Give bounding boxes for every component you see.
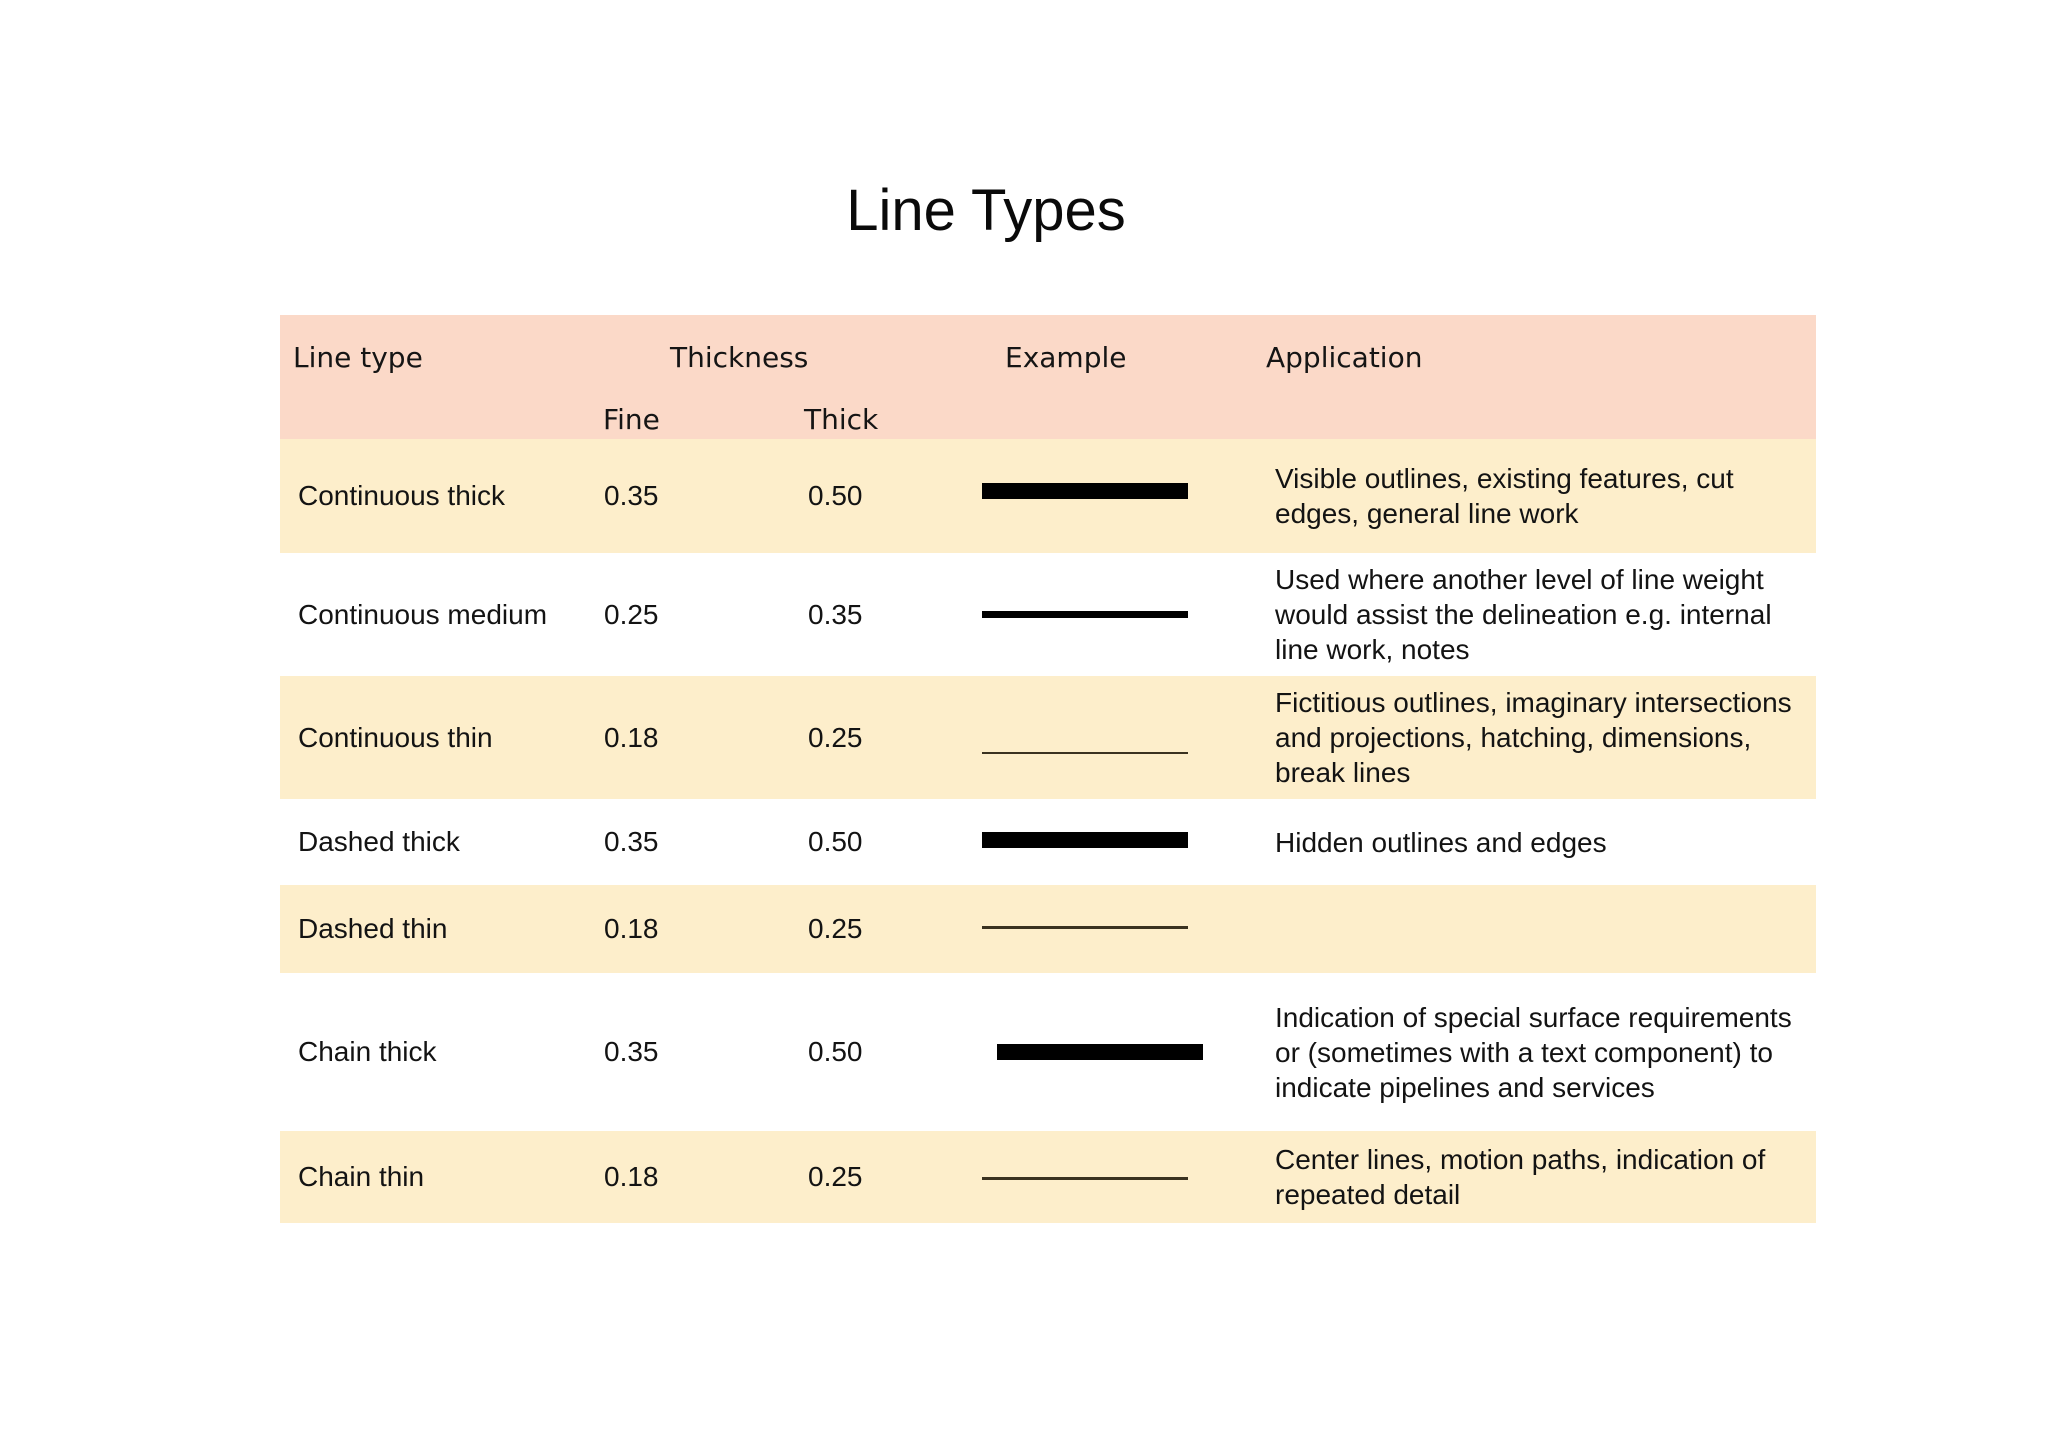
thick-thickness: 0.25	[808, 721, 863, 753]
table-row	[280, 973, 1816, 1131]
fine-thickness: 0.35	[604, 826, 659, 857]
fine-thickness: 0.18	[604, 913, 659, 944]
header-example: Example	[1005, 341, 1127, 374]
sample-line-dashed-thick	[982, 832, 1188, 848]
application-text: Indication of special surface requirements or (sometimes with a text component) to indicate pipelines and services	[1275, 1001, 1792, 1103]
line-type-name: Chain thick	[298, 1036, 437, 1067]
application-text: Used where another level of line weight would assist the delineation e.g. internal line work, notes	[1275, 564, 1772, 665]
sample-line-chain-thin	[982, 1177, 1188, 1180]
sample-line-continuous-thick	[982, 483, 1188, 499]
line-types-table	[280, 315, 1816, 1223]
line-type-name: Dashed thin	[298, 913, 448, 944]
fine-thickness: 0.18	[604, 721, 659, 753]
example-cell	[982, 885, 1212, 973]
sample-line-chain-thick	[997, 1044, 1203, 1060]
application-text: Center lines, motion paths, indication of repeated detail	[1275, 1144, 1766, 1210]
table-row	[280, 676, 1816, 799]
header-fine: Fine	[603, 403, 660, 436]
example-cell	[982, 676, 1212, 799]
thick-thickness: 0.35	[808, 598, 863, 630]
application-text	[1275, 885, 1810, 973]
line-type-name: Dashed thick	[298, 826, 460, 857]
fine-thickness: 0.25	[604, 598, 659, 630]
header-line-type: Line type	[293, 341, 423, 374]
table-row	[280, 885, 1816, 973]
table-row	[280, 553, 1816, 676]
table-row	[280, 1131, 1816, 1223]
sample-line-continuous-medium	[982, 611, 1188, 618]
fine-thickness: 0.18	[604, 1161, 659, 1192]
header-thick: Thick	[804, 403, 879, 436]
example-cell	[982, 1131, 1212, 1223]
header-thickness: Thickness	[670, 341, 809, 374]
thick-thickness: 0.25	[808, 913, 863, 944]
line-type-name: Continuous thick	[298, 480, 506, 511]
thick-thickness: 0.25	[808, 1161, 863, 1192]
example-cell	[982, 439, 1212, 553]
fine-thickness: 0.35	[604, 1036, 659, 1067]
application-text: Visible outlines, existing features, cut edges, general line work	[1275, 463, 1734, 529]
line-type-name: Continuous thin	[298, 721, 493, 753]
example-cell	[982, 553, 1212, 676]
sample-line-continuous-thin	[982, 752, 1188, 754]
table-row	[280, 439, 1816, 553]
thick-thickness: 0.50	[808, 826, 863, 857]
example-cell	[982, 799, 1212, 885]
thick-thickness: 0.50	[808, 480, 863, 511]
table-row	[280, 799, 1816, 885]
line-type-name: Chain thin	[298, 1161, 425, 1192]
thick-thickness: 0.50	[808, 1036, 863, 1067]
page-title: Line Types	[846, 178, 1126, 243]
sample-line-dashed-thin	[982, 926, 1188, 929]
example-cell	[982, 973, 1212, 1131]
table-header	[280, 315, 1816, 439]
fine-thickness: 0.35	[604, 480, 659, 511]
application-text: Fictitious outlines, imaginary intersections and projections, hatching, dimensions, break lines	[1275, 687, 1792, 788]
application-text: Hidden outlines and edges	[1275, 826, 1607, 858]
header-application: Application	[1266, 341, 1423, 374]
line-type-name: Continuous medium	[298, 598, 548, 630]
